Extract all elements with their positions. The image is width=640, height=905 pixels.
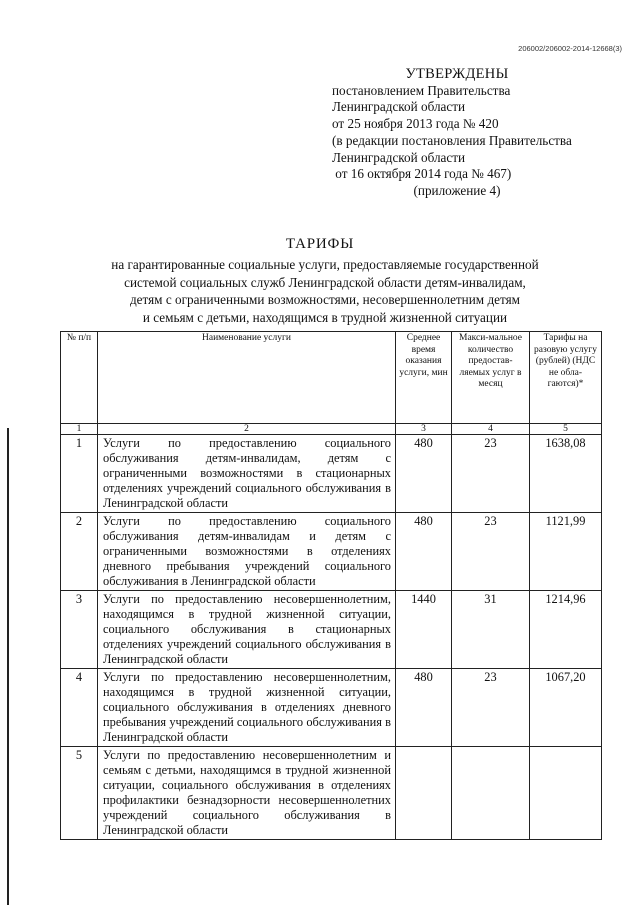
col-number: 4 xyxy=(452,424,530,435)
approval-line: Ленинградской области xyxy=(332,99,466,115)
tariff-value: 1214,96 xyxy=(530,591,602,669)
header-name: Наименование услуги xyxy=(98,332,396,424)
table-row xyxy=(61,435,602,513)
service-name: Услуги по предоставлению несовершеннолетним и семьям с детьми, находящимся в трудной жизненной ситуации, социального обслуживания в отделениях профилактики безнадзорности несовершеннолетних учреждений социального обслуживания в Ленинградской области xyxy=(98,747,396,840)
tariffs-table xyxy=(60,331,602,840)
service-name: Услуги по предоставлению несовершеннолетним, находящимся в трудной жизненной ситуации, социального обслуживания в отделениях дневного пребывания учреждений социального обслуживания в Ленинградской области xyxy=(98,669,396,747)
document-id: 206002/206002-2014-12668(3) xyxy=(518,44,622,53)
header-tariff: Тарифы на разовую услугу (рублей) (НДС не обла-гаются)* xyxy=(530,332,602,424)
subtitle-line: на гарантированные социальные услуги, предоставляемые государственной xyxy=(111,257,539,272)
tariff-value xyxy=(530,747,602,840)
service-name: Услуги по предоставлению социального обслуживания детям-инвалидам и детям с ограниченными возможностями в отделениях дневного пребывания учреждений социального обслуживания в Ленинградской области xyxy=(98,513,396,591)
table-header-row xyxy=(61,332,602,424)
header-max: Макси-мальное количество предостав-ляемых услуг в месяц xyxy=(452,332,530,424)
header-no: № п/п xyxy=(61,332,98,424)
avg-time: 480 xyxy=(396,435,452,513)
tariffs-subtitle xyxy=(90,256,560,326)
tariffs-title: ТАРИФЫ xyxy=(285,236,355,252)
col-number: 5 xyxy=(530,424,602,435)
avg-time: 480 xyxy=(396,513,452,591)
service-name: Услуги по предоставлению несовершеннолетним, находящимся в трудной жизненной ситуации, социального обслуживания в стационарных отделениях учреждений социального обслуживания в Ленинградской области xyxy=(98,591,396,669)
avg-time: 480 xyxy=(396,669,452,747)
header-time: Среднее время оказания услуги, мин xyxy=(396,332,452,424)
col-number: 3 xyxy=(396,424,452,435)
max-count xyxy=(452,747,530,840)
row-number: 5 xyxy=(61,747,98,840)
row-number: 2 xyxy=(61,513,98,591)
approval-block xyxy=(332,66,622,200)
tariffs-table-container xyxy=(60,331,602,840)
column-number-row xyxy=(61,424,602,435)
approval-title: УТВЕРЖДЕНЫ xyxy=(405,66,509,82)
col-number: 2 xyxy=(98,424,396,435)
approval-appendix: (приложение 4) xyxy=(413,182,501,198)
max-count: 23 xyxy=(452,669,530,747)
avg-time xyxy=(396,747,452,840)
approval-line: (в редакции постановления Правительства xyxy=(332,132,572,148)
row-number: 4 xyxy=(61,669,98,747)
service-name: Услуги по предоставлению социального обслуживания детям-инвалидам, детям с ограниченными возможностями в стационарных отделениях учреждений социального обслуживания в Ленинградской области xyxy=(98,435,396,513)
approval-line: постановлением Правительства xyxy=(332,82,511,98)
table-row xyxy=(61,669,602,747)
row-number: 1 xyxy=(61,435,98,513)
approval-line: от 25 ноября 2013 года № 420 xyxy=(332,116,499,132)
approval-line: Ленинградской области xyxy=(332,149,466,165)
subtitle-line: системой социальных служб Ленинградской области детям-инвалидам, xyxy=(124,274,526,290)
avg-time: 1440 xyxy=(396,591,452,669)
subtitle-line: детям с ограниченными возможностями, несовершеннолетним детям xyxy=(129,292,521,307)
subtitle-line: и семьям с детьми, находящимся в трудной жизненной ситуации xyxy=(142,309,508,325)
max-count: 23 xyxy=(452,435,530,513)
table-row xyxy=(61,591,602,669)
tariff-value: 1067,20 xyxy=(530,669,602,747)
table-row xyxy=(61,513,602,591)
tariff-value: 1121,99 xyxy=(530,513,602,591)
scan-margin-line xyxy=(7,428,9,905)
table-row xyxy=(61,747,602,840)
tariff-value: 1638,08 xyxy=(530,435,602,513)
max-count: 31 xyxy=(452,591,530,669)
row-number: 3 xyxy=(61,591,98,669)
approval-line: от 16 октября 2014 года № 467) xyxy=(332,166,512,182)
col-number: 1 xyxy=(61,424,98,435)
max-count: 23 xyxy=(452,513,530,591)
